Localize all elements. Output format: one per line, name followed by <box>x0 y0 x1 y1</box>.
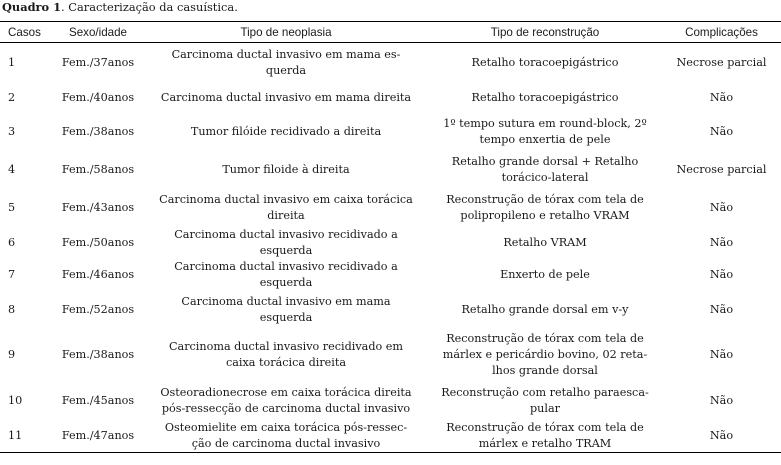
cell-complicacoes: Necrose parcial <box>676 162 767 176</box>
cell-caso: 10 <box>8 393 23 407</box>
table-row <box>0 291 781 329</box>
reconstrucao-line: márlex e pericárdio bovino, 02 reta- <box>442 348 648 361</box>
table-row <box>0 382 781 420</box>
cell-complicacoes: Não <box>662 420 781 453</box>
cell-reconstrucao <box>428 329 662 382</box>
header-sexo-idade: Sexo/idade <box>52 22 144 43</box>
cell-reconstrucao <box>428 259 662 291</box>
cell-complicacoes: Não <box>709 235 734 249</box>
cell-reconstrucao <box>428 291 662 329</box>
table-row <box>0 259 781 291</box>
cell-sexo-idade: Fem./47anos <box>52 420 144 453</box>
neoplasia-line: esquerda <box>259 310 313 324</box>
cell-sexo-idade: Fem./50anos <box>61 235 135 249</box>
cell-complicacoes: Não <box>709 267 734 281</box>
cell-caso: 6 <box>8 235 16 249</box>
cell-neoplasia <box>144 382 428 420</box>
reconstrucao-line: Retalho grande dorsal + Retalho <box>451 154 639 168</box>
neoplasia-line: esquerda <box>259 243 313 257</box>
cell-neoplasia <box>144 113 428 151</box>
neoplasia-line: Osteomielite em caixa torácica pós-ressec- <box>164 420 408 434</box>
reconstrucao-line: márlex e retalho TRAM <box>478 436 612 450</box>
table-row <box>0 151 781 189</box>
table-body <box>0 43 781 453</box>
cell-complicacoes: Não <box>709 348 734 361</box>
reconstrucao-line: lhos grande dorsal <box>492 364 598 377</box>
reconstrucao-line: Retalho grande dorsal em v-y <box>461 302 629 316</box>
table-row <box>0 113 781 151</box>
neoplasia-line: caixa torácica direita <box>225 356 347 369</box>
table-caption <box>2 0 238 14</box>
cell-complicacoes: Não <box>709 200 734 214</box>
neoplasia-line: Tumor filóide recidivado a direita <box>190 124 382 138</box>
neoplasia-line: Osteoradionecrose em caixa torácica direita <box>160 385 412 399</box>
cell-sexo-idade: Fem./43anos <box>61 200 135 214</box>
cell-reconstrucao <box>428 382 662 420</box>
cell-sexo-idade: Fem./58anos <box>61 162 135 176</box>
cell-neoplasia <box>144 291 428 329</box>
neoplasia-line: ção de carcinoma ductal invasivo <box>191 436 381 450</box>
cell-sexo-idade: Fem./40anos <box>61 90 135 104</box>
neoplasia-line: Tumor filoide à direita <box>222 162 350 176</box>
cell-caso: 11 <box>0 420 52 453</box>
cell-neoplasia <box>144 189 428 227</box>
cell-caso: 9 <box>8 348 16 361</box>
cell-neoplasia <box>144 329 428 382</box>
cell-reconstrucao <box>428 113 662 151</box>
header-tipo-neoplasia: Tipo de neoplasia <box>144 22 428 43</box>
cell-caso: 7 <box>8 267 16 281</box>
neoplasia-line: Carcinoma ductal invasivo recidivado a <box>174 227 398 241</box>
cell-sexo-idade: Fem./45anos <box>61 393 135 407</box>
cell-sexo-idade: Fem./38anos <box>61 124 135 138</box>
reconstrucao-line: Enxerto de pele <box>500 267 590 281</box>
reconstrucao-line: 1º tempo sutura em round-block, 2º <box>443 116 647 130</box>
cell-complicacoes: Não <box>709 393 734 407</box>
casuistry-table <box>0 21 781 453</box>
header-complicacoes: Complicações <box>662 22 781 43</box>
neoplasia-line: direita <box>267 208 305 222</box>
cell-caso: 3 <box>8 124 16 138</box>
neoplasia-line: Carcinoma ductal invasivo em mama direita <box>160 90 412 104</box>
reconstrucao-line: Retalho VRAM <box>503 235 587 249</box>
table-row <box>0 43 781 83</box>
cell-complicacoes: Não <box>709 90 734 104</box>
cell-caso: 1 <box>8 55 16 69</box>
cell-neoplasia <box>144 420 428 453</box>
cell-reconstrucao <box>428 151 662 189</box>
cell-sexo-idade: Fem./52anos <box>61 302 135 316</box>
caption-label: Quadro 1 <box>2 0 62 14</box>
cell-caso: 5 <box>8 200 16 214</box>
reconstrucao-line: Reconstrução com retalho paraesca- <box>441 385 649 399</box>
neoplasia-line: Carcinoma ductal invasivo em mama <box>181 294 391 308</box>
neoplasia-line: Carcinoma ductal invasivo em mama es- <box>171 47 401 61</box>
cell-caso: 2 <box>8 90 16 104</box>
cell-complicacoes: Não <box>709 124 734 138</box>
cell-complicacoes: Não <box>709 302 734 316</box>
cell-reconstrucao <box>428 189 662 227</box>
reconstrucao-line: Reconstrução de tórax com tela de <box>446 332 644 345</box>
header-casos: Casos <box>0 22 52 43</box>
reconstrucao-line: Reconstrução de tórax com tela de <box>446 420 644 434</box>
neoplasia-line: Carcinoma ductal invasivo em caixa torácica <box>159 192 413 206</box>
reconstrucao-line: Retalho toracoepigástrico <box>471 90 619 104</box>
cell-sexo-idade: Fem./38anos <box>61 348 135 361</box>
cell-caso: 8 <box>8 302 16 316</box>
cell-neoplasia <box>144 227 428 259</box>
caption-text: . Caracterização da casuística. <box>61 0 238 14</box>
reconstrucao-line: pular <box>530 401 560 415</box>
cell-reconstrucao <box>428 83 662 113</box>
cell-neoplasia <box>144 259 428 291</box>
cell-sexo-idade: Fem./46anos <box>61 267 135 281</box>
neoplasia-line: Carcinoma ductal invasivo recidivado a <box>174 259 398 273</box>
header-tipo-reconstrucao: Tipo de reconstrução <box>428 22 662 43</box>
neoplasia-line: querda <box>265 63 307 77</box>
table-row <box>0 420 781 453</box>
reconstrucao-line: torácico-lateral <box>501 170 589 184</box>
cell-reconstrucao <box>428 43 662 83</box>
neoplasia-line: esquerda <box>259 275 313 289</box>
cell-neoplasia <box>144 83 428 113</box>
cell-neoplasia <box>144 43 428 83</box>
reconstrucao-line: Reconstrução de tórax com tela de <box>446 192 644 206</box>
cell-complicacoes: Necrose parcial <box>676 55 767 69</box>
cell-caso: 4 <box>8 162 16 176</box>
table-row <box>0 329 781 382</box>
neoplasia-line: pós-ressecção de carcinoma ductal invasivo <box>161 401 411 415</box>
neoplasia-line: Carcinoma ductal invasivo recidivado em <box>168 340 404 353</box>
cell-neoplasia <box>144 151 428 189</box>
table-row <box>0 83 781 113</box>
cell-sexo-idade: Fem./37anos <box>61 55 135 69</box>
cell-reconstrucao <box>428 227 662 259</box>
reconstrucao-line: tempo enxertia de pele <box>479 132 611 146</box>
reconstrucao-line: polipropileno e retalho VRAM <box>460 208 630 222</box>
reconstrucao-line: Retalho toracoepigástrico <box>471 55 619 69</box>
table-row <box>0 189 781 227</box>
table-row <box>0 227 781 259</box>
table-header-row <box>0 22 781 43</box>
cell-reconstrucao <box>428 420 662 453</box>
